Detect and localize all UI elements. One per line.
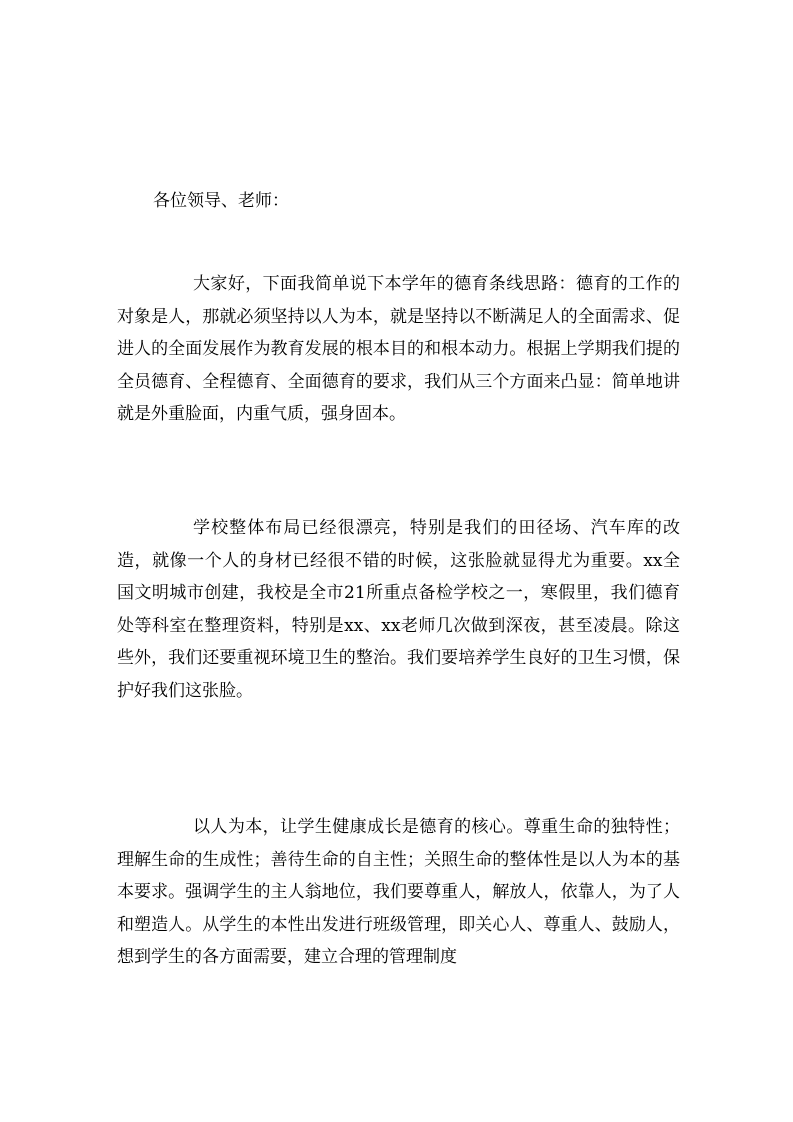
paragraph-campus-appearance: 学校整体布局已经很漂亮，特别是我们的田径场、汽车库的改造，就像一个人的身材已经很不错的时候，这张脸就显得尤为重要。xx全国文明城市创建，我校是全市21所重点备检学校之一，寒假里，我们德育处等科室在整理资料，特别是xx、xx老师几次做到深夜，甚至凌晨。除这些外，我们还要重视环境卫生的整治。我们要培养学生良好的卫生习惯，保护好我们这张脸。 (117, 518, 680, 701)
salutation: 各位领导、老师： (153, 191, 289, 211)
paragraph-people-oriented: 以人为本，让学生健康成长是德育的核心。尊重生命的独特性；理解生命的生成性；善待生命的自主性；关照生命的整体性是以人为本的基本要求。强调学生的主人翁地位，我们要尊重人，解放人，依靠人，为了人和塑造人。从学生的本性出发进行班级管理，即关心人、尊重人、鼓励人，想到学生的各方面需要，建立合理的管理制度 (117, 817, 680, 968)
paragraph-intro: 大家好，下面我简单说下本学年的德育条线思路：德育的工作的对象是人，那就必须坚持以人为本，就是坚持以不断满足人的全面需求、促进人的全面发展作为教育发展的根本目的和根本动力。根据上学期我们提的全员德育、全程德育、全面德育的要求，我们从三个方面来凸显：简单地讲就是外重脸面，内重气质，强身固本。 (117, 274, 680, 425)
